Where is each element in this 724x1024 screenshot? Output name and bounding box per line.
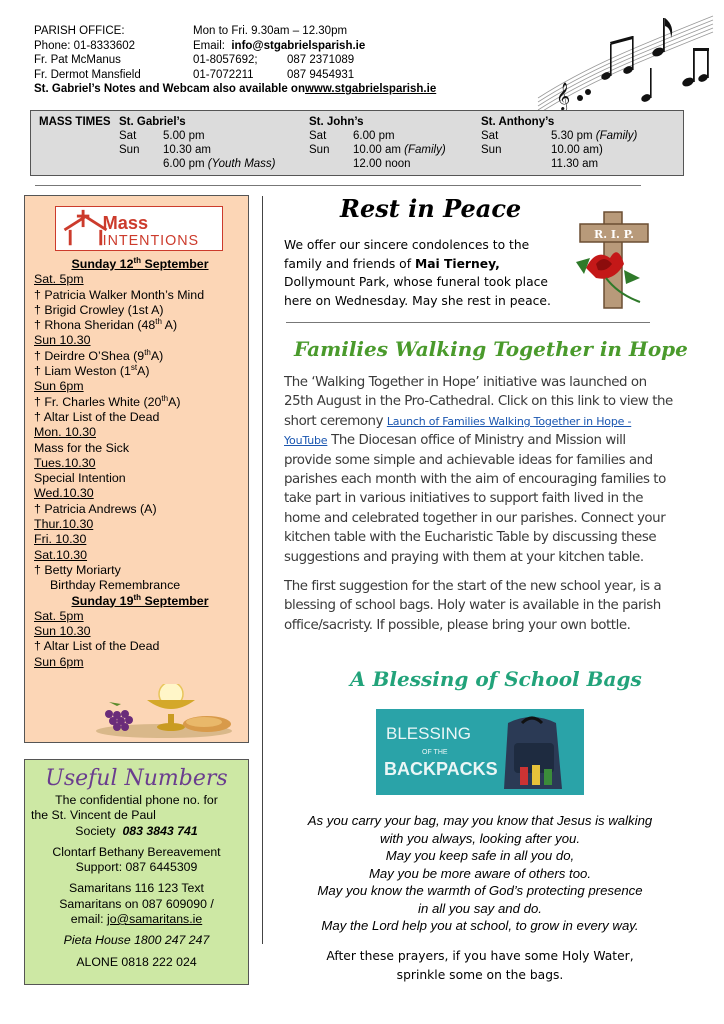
prayer-line: As you carry your bag, may you know that Jesus is walking — [307, 813, 653, 828]
mass-times-label: MASS TIMES — [39, 116, 111, 128]
intent-entry: Birthday Remembrance — [50, 578, 181, 593]
intent-time: Sat.10.30 — [34, 547, 88, 562]
notes-line — [34, 82, 534, 97]
mass-day — [481, 157, 551, 171]
website-link[interactable]: www.stgabrielsparish.ie — [304, 83, 437, 96]
email-address[interactable]: info@stgabrielsparish.ie — [231, 39, 366, 52]
intent-time: Tues.10.30 — [34, 455, 96, 470]
intent-entry: † Fr. Charles White (20thA) — [34, 393, 181, 409]
church-name: St. Gabriel’s — [119, 116, 186, 128]
intent-entry: † Rhona Sheridan (48th A) — [34, 317, 178, 333]
mass-time: 6.00 pm — [353, 130, 395, 142]
mass-day: Sat — [309, 130, 327, 142]
intent-entry: † Patricia Walker Month’s Mind — [34, 287, 205, 302]
mass-time: 12.00 noon — [353, 158, 411, 170]
email-label: Email: — [193, 39, 225, 52]
intent-time: Sat. 5pm — [34, 272, 84, 287]
useful-line: Samaritans 116 123 Text — [69, 881, 204, 896]
intent-time: Wed.10.30 — [34, 486, 94, 501]
useful-line: Samaritans on 087 609090 / — [59, 896, 214, 911]
intent-entry: † Liam Weston (1stA) — [34, 362, 150, 379]
mass-note: (Youth Mass) — [207, 158, 276, 170]
notes-text: St. Gabriel’s Notes and Webcam also available on — [34, 83, 305, 96]
intent-entry: † Betty Moriarty — [34, 562, 121, 577]
rip-line: Dollymount Park, whose funeral took place — [284, 275, 548, 290]
intent-time: Thur.10.30 — [34, 517, 94, 532]
families-walking-title: Families Walking Together in Hope — [294, 337, 688, 361]
rip-line: We offer our sincere condolences to the — [284, 238, 530, 252]
useful-line: The confidential phone no. for — [55, 793, 218, 807]
rip-line: family and friends of Mai Tierney, — [284, 256, 500, 271]
samaritans-email[interactable]: jo@samaritans.ie — [107, 912, 203, 927]
church-st-johns — [309, 115, 446, 171]
mass-day: Sun — [309, 144, 330, 156]
useful-line: Society 083 3843 741 — [75, 823, 198, 838]
music-notes-graphic — [528, 6, 716, 118]
prayer-line: with you always, looking after you. — [379, 830, 581, 846]
intent-time: Sat. 5pm — [34, 608, 84, 623]
mass-day: Sun — [119, 144, 140, 156]
church-name: St. Anthony’s — [481, 116, 555, 128]
fr1-phone: 01-8057692; — [193, 54, 258, 67]
prayer-line: in all you say and do. — [418, 900, 542, 916]
rip-line: here on Wednesday. May she rest in peace. — [284, 293, 551, 308]
useful-numbers-title: Useful Numbers — [45, 766, 228, 791]
church-name: St. John’s — [309, 116, 364, 128]
after-line: sprinkle some on the bags. — [396, 967, 564, 982]
divider-top — [35, 185, 641, 186]
mass-note: (Family) — [595, 130, 638, 142]
mass-day — [309, 157, 353, 171]
useful-line: ALONE 0818 222 024 — [76, 954, 197, 969]
after-prayer-note — [288, 947, 672, 984]
mass-note: (Family) — [404, 144, 446, 156]
office-label: PARISH OFFICE: — [34, 25, 125, 37]
img-ofthe-text: OF THE — [422, 749, 448, 756]
prayer-line: May you know the warmth of God’s protecting presence — [317, 883, 643, 898]
intent-time: Fri. 10.30 — [34, 532, 87, 547]
fr1-name: Fr. Pat McManus — [34, 54, 121, 67]
rest-in-peace-body — [284, 236, 566, 310]
rest-in-peace-title: Rest in Peace — [340, 194, 522, 223]
divider-rip — [286, 322, 650, 323]
after-line: After these prayers, if you have some Holy Water, — [326, 949, 634, 963]
intent-entry: † Deirdre O’Shea (9thA) — [34, 347, 164, 363]
phone-label: Phone: 01-8333602 — [34, 39, 136, 52]
mass-day: Sat — [119, 130, 137, 142]
logo-mass-text: Mass — [102, 212, 149, 233]
mass-day: Sun — [481, 144, 502, 156]
intent-entry: † Brigid Crowley (1st A) — [34, 302, 164, 317]
deceased-name: Mai Tierney, — [414, 256, 500, 271]
mass-day: Sat — [481, 130, 499, 142]
intent-entry: Mass for the Sick — [34, 440, 130, 455]
img-blessing-text: BLESSING — [386, 724, 472, 743]
rip-cross-rose-image — [566, 208, 656, 310]
blessing-backpacks-image — [376, 709, 584, 795]
useful-numbers-box — [24, 759, 249, 985]
useful-line: email: jo@samaritans.ie — [70, 912, 203, 927]
families-paragraph-1: The ‘Walking Together in Hope’ initiative was launched on 25th August in the Pro-Cathedral. Click on this link to view the short ceremony Launch of Families Walking Together in Hope - YouTube The Diocesan office of Ministry and Mission will provide some simple and achievable ideas for families and parishes each month with the aim of encouraging families to take part in various initiatives to support faith lived in the home and celebrated together in our parishes. Connect your kitchen table with the Eucharistic Table by discussing these suggestions and praying with them at your kitchen table. — [284, 375, 673, 565]
blessing-school-bags-title: A Blessing of School Bags — [350, 667, 642, 691]
prayer-line: May you be more aware of others too. — [368, 865, 592, 881]
prayer-line: May the Lord help you at school, to grow in every way. — [321, 918, 639, 933]
prayer-line: May you keep safe in all you do, — [385, 848, 575, 863]
blessing-prayer — [278, 812, 682, 935]
intent-entry: † Altar List of the Dead — [34, 639, 160, 654]
useful-line: Clontarf Bethany Bereavement — [52, 844, 221, 859]
mass-time: 10.00 am) — [551, 144, 603, 156]
office-hours: Mon to Fri. 9.30am – 12.30pm — [193, 25, 348, 37]
intent-entry: Special Intention — [34, 471, 126, 486]
intent-time: Sun 10.30 — [34, 333, 91, 348]
fr2-phone: 01-7072211 — [193, 68, 254, 81]
img-backpacks-text: BACKPACKS — [384, 759, 498, 779]
church-st-gabriels — [119, 115, 276, 171]
useful-line: Support: 087 6445309 — [75, 860, 198, 875]
intent-entry: † Altar List of the Dead — [34, 409, 160, 424]
mass-intentions-logo — [55, 206, 223, 251]
mass-time: 5.00 pm — [163, 130, 205, 142]
families-paragraph-2: The first suggestion for the start of the new school year, is a blessing of school bags. Holy water is available in the parish office/sacristy. If possible, please bring your own bottle. — [284, 579, 662, 633]
families-walking-body — [284, 373, 676, 635]
intent-time: Sun 10.30 — [34, 624, 91, 639]
mass-time: 10.00 am — [353, 144, 401, 156]
church-st-anthonys — [481, 115, 637, 171]
svg-text:𝄞: 𝄞 — [556, 82, 571, 110]
mass-day — [119, 157, 163, 171]
cross-rip-text: R. I. P. — [594, 228, 634, 241]
divider-vertical — [262, 196, 263, 944]
logo-intentions-text: INTENTIONS — [102, 233, 200, 250]
parish-office-header — [34, 24, 534, 97]
intent-time: Sun 6pm — [34, 379, 84, 394]
mass-intentions-box — [24, 195, 249, 743]
mass-time: 10.30 am — [163, 144, 211, 156]
mass-time: 5.30 pm — [551, 130, 593, 142]
youtube-link[interactable]: Launch of Families Walking Together in Hope - YouTube — [284, 414, 632, 448]
mass-time: 6.00 pm — [163, 158, 205, 170]
useful-line: Pieta House 1800 247 247 — [63, 933, 210, 948]
fr1-mobile: 087 2371089 — [287, 54, 355, 67]
svp-phone: 083 3843 741 — [122, 823, 198, 838]
fr2-name: Fr. Dermot Mansfield — [34, 68, 141, 81]
sunday-19-heading: Sunday 19th September — [71, 592, 209, 608]
intent-entry: † Patricia Andrews (A) — [34, 501, 157, 516]
sunday-12-heading: Sunday 12th September — [71, 255, 209, 271]
useful-line: the St. Vincent de Paul — [31, 808, 156, 823]
chalice-bread-grapes-image — [89, 684, 239, 739]
intent-time: Sun 6pm — [34, 654, 84, 669]
mass-time: 11.30 am — [551, 158, 599, 170]
mass-times-box — [30, 110, 684, 176]
fr2-mobile: 087 9454931 — [287, 68, 355, 81]
intent-time: Mon. 10.30 — [34, 425, 96, 440]
